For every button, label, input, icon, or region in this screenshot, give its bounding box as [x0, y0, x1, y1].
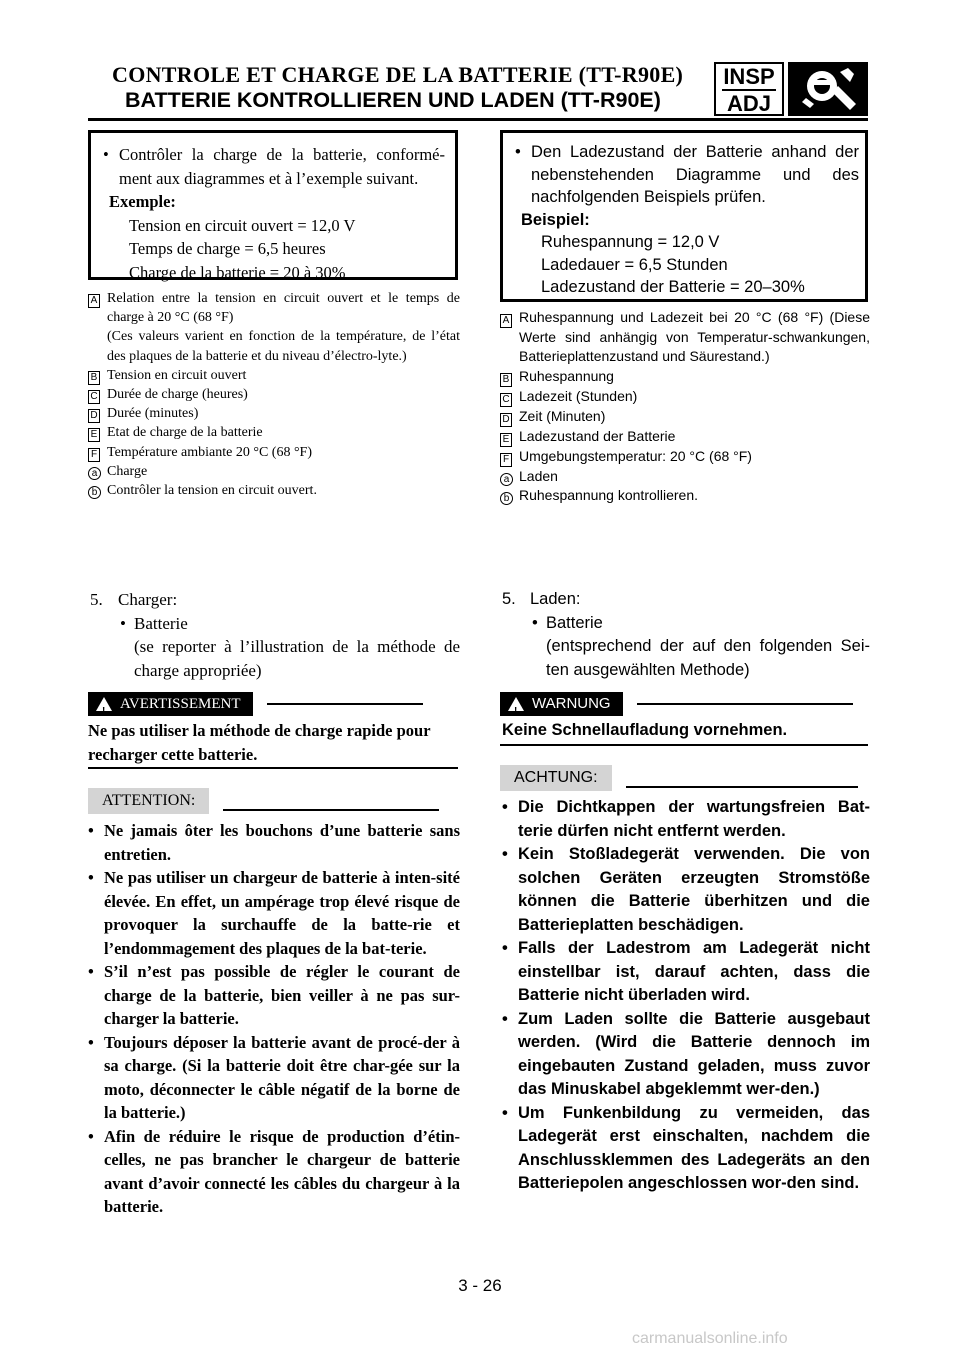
insp-adj-badge [714, 62, 784, 116]
legend-item [88, 404, 460, 423]
warning-label: AVERTISSEMENT [120, 696, 241, 712]
legend-key: a [500, 473, 513, 486]
fr-example-line: Charge de la batterie = 20 à 30% [129, 262, 346, 282]
list-item-text: Kein Stoßladegerät verwenden. Die von solchen Geräten erzeugten Stromstöße können die Batterie überhitzen und die Batterieplatten beschädigen. [518, 845, 870, 934]
step-title: Charger: [118, 590, 178, 609]
list-item: • Kein Stoßladegerät verwenden. Die von solchen Geräten erzeugten Stromstöße können die Batterie überhitzen und die Batterieplatten beschädigen. [502, 843, 870, 937]
legend-item [500, 447, 870, 467]
fr-example-line: Temps de charge = 6,5 heures [129, 239, 326, 258]
step-item: Batterie [134, 613, 188, 633]
legend-key: b [88, 486, 101, 499]
list-item: • Zum Laden sollte die Batterie ausgebaut werden. (Wird die Batterie dennoch im eingebauten Zustand geladen, muss zuvor das Minuskabel abgeklemmt wer-den.) [502, 1008, 870, 1102]
list-item: • Afin de réduire le risque de production d’étin-celles, ne pas brancher le chargeur de batterie avant d’avoir connecté les câbles du chargeur à la batterie. [88, 1125, 460, 1219]
legend-text: Ladezeit (Stunden) [519, 387, 638, 404]
step-number: 5. [90, 590, 103, 609]
list-item-text: S’il n’est pas possible de régler le courant de charge de la batterie, bien veiller à ne pas sur-charger la batterie. [104, 962, 460, 1028]
legend-item [88, 385, 460, 404]
legend-key: F [88, 448, 100, 462]
fr-warning-header [88, 692, 458, 716]
header-rule [88, 118, 868, 121]
legend-key: D [88, 409, 100, 423]
legend-text: Température ambiante 20 °C (68 °F) [107, 444, 312, 460]
legend-key: C [500, 393, 512, 407]
warning-badge [88, 692, 253, 716]
legend-key: F [500, 453, 512, 467]
legend-item [88, 366, 460, 385]
legend-item [88, 327, 460, 365]
de-box-bullet: • Den Ladezustand der Batterie anhand der nebenstehenden Diagramme und des nachfolgenden Beispiels prüfen. [515, 141, 859, 209]
list-item-text: Toujours déposer la batterie avant de procé-der à sa charge. (Si la batterie doit être char-gée sur la moto, déconnecter le câble négatif de la borne de la batterie.) [104, 1032, 460, 1122]
legend-text: Zeit (Minuten) [519, 407, 606, 424]
list-item: • S’il n’est pas possible de régler le courant de charge de la batterie, bien veiller à ne pas sur-charger la batterie. [88, 960, 460, 1031]
legend-text: Durée (minutes) [107, 406, 199, 422]
page-title-de: BATTERIE KONTROLLIEREN UND LADEN (TT-R90E) [125, 88, 661, 112]
legend-text: Tension en circuit ouvert [107, 367, 247, 383]
legend-key: A [500, 314, 512, 328]
legend-text: Ladezustand der Batterie [519, 427, 676, 444]
list-item: • Um Funkenbildung zu vermeiden, das Ladegerät erst einschalten, nachdem die Anschlussklemmen des Ladegeräts an den Batteriepolen angeschlossen wor-den sind. [502, 1102, 870, 1196]
legend-key: C [88, 390, 100, 404]
step-note: (se reporter à l’illustration de la méthode de charge appropriée) [134, 637, 460, 680]
de-warning-bottom-rule [500, 744, 868, 746]
page-title-fr: CONTROLE ET CHARGE DE LA BATTERIE (TT-R90E) [112, 62, 684, 87]
legend-item [500, 467, 870, 487]
warning-triangle-icon: ! [508, 697, 524, 711]
de-check-box [500, 130, 868, 302]
legend-item [500, 367, 870, 387]
de-example-line: Ladezustand der Batterie = 20–30% [541, 278, 805, 296]
de-example-line: Ladedauer = 6,5 Stunden [541, 255, 728, 274]
legend-text: Laden [519, 467, 558, 484]
fr-check-box [88, 130, 458, 280]
watermark: carmanualsonline.info [632, 1330, 788, 1347]
warning-rule [637, 703, 853, 705]
legend-key: E [88, 428, 100, 442]
warning-triangle-icon: ! [96, 697, 112, 711]
list-item: • Toujours déposer la batterie avant de procé-der à sa charge. (Si la batterie doit être char-gée sur la moto, déconnecter le câble négatif de la borne de la batterie.) [88, 1031, 460, 1125]
warning-rule [267, 703, 423, 705]
de-attention-header [500, 765, 868, 791]
legend-item [88, 443, 460, 462]
legend-item [500, 486, 870, 506]
list-item-text: Ne pas utiliser un chargeur de batterie à inten-sité élevée. En effet, un ampérage trop élevé risque de provoquer la surchauffe de la batte-rie et l’endommagement des plaques de la bat-terie. [104, 868, 460, 958]
list-item-text: Afin de réduire le risque de production d’étin-celles, ne pas brancher le chargeur de batterie avant d’avoir connecté les câbles du chargeur à la batterie. [104, 1126, 460, 1216]
list-item: • Ne pas utiliser un chargeur de batterie à inten-sité élevée. En effet, un ampérage trop élevé risque de provoquer la surchauffe de la batte-rie et l’endommagement des plaques de la bat-terie. [88, 866, 460, 960]
legend-key: b [500, 492, 513, 505]
legend-text: Ruhespannung kontrollieren. [519, 487, 699, 503]
legend-key: B [88, 371, 100, 385]
step-number: 5. [502, 590, 516, 608]
legend-key: a [88, 467, 101, 480]
de-warning-text: Keine Schnellaufladung vornehmen. [502, 721, 788, 739]
attention-label: ACHTUNG: [500, 765, 612, 791]
list-item-text: Zum Laden sollte die Batterie ausgebaut werden. (Wird die Batterie dennoch im eingebauten Zustand geladen, muss zuvor das Minuskabel abgeklemmt wer-den.) [518, 1009, 870, 1098]
attention-rule [223, 809, 439, 811]
fr-warning-text: Ne pas utiliser la méthode de charge rapide pour recharger cette batterie. [88, 721, 431, 764]
legend-text: Ruhespannung und Ladezeit bei 20 °C (68 °F) (Diese Werte sind anhängig von Temperatur-schwankungen, Batterieplattenzustand und Säurestand.) [519, 309, 870, 364]
legend-item [500, 308, 870, 367]
fr-legend [88, 289, 460, 500]
step-item: Batterie [546, 613, 603, 632]
list-item: • Falls der Ladestrom am Ladegerät nicht einstellbar ist, darauf achten, dass die Batterie nicht überladen wird. [502, 937, 870, 1008]
de-example-label: Beispiel: [521, 210, 590, 229]
legend-item [88, 423, 460, 442]
step-title: Laden: [530, 590, 581, 608]
legend-key: E [500, 433, 512, 447]
legend-text: Etat de charge de la batterie [107, 425, 263, 441]
attention-label: ATTENTION: [88, 788, 209, 814]
list-item-text: Falls der Ladestrom am Ladegerät nicht einstellbar ist, darauf achten, dass die Batterie nicht überladen wird. [518, 939, 870, 1004]
badge-line-1: INSP [723, 64, 775, 89]
de-example-line: Ruhespannung = 12,0 V [541, 233, 720, 251]
list-item: • Ne jamais ôter les bouchons d’une batterie sans entretien. [88, 819, 460, 866]
list-item-text: Um Funkenbildung zu vermeiden, das Ladegerät erst einschalten, nachdem die Anschlussklemmen des Ladegeräts an den Batteriepolen angeschlossen wor-den sind. [518, 1103, 870, 1192]
attention-rule [626, 786, 858, 788]
list-item: • Die Dichtkappen der wartungsfreien Bat-terie dürfen nicht entfernt werden. [502, 796, 870, 843]
fr-example-line: Tension en circuit ouvert = 12,0 V [129, 215, 356, 235]
warning-badge [500, 692, 623, 716]
fr-box-bullet: • Contrôler la charge de la batterie, conformé-ment aux diagrammes et à l’exemple suivant. [103, 143, 445, 190]
legend-key: D [500, 413, 512, 427]
legend-text: (Ces valeurs varient en fonction de la température, de l’état des plaques de la batterie et du niveau d’électro-lyte.) [107, 329, 460, 364]
de-box-bullet-text: Den Ladezustand der Batterie anhand der nebenstehenden Diagramme und des nachfolgenden Beispiels prüfen. [531, 143, 859, 206]
badge-line-2: ADJ [726, 91, 771, 116]
step-note: (entsprechend der auf den folgenden Sei-ten ausgewählten Methode) [546, 637, 870, 679]
legend-text: Relation entre la tension en circuit ouvert et le temps de charge à 20 °C (68 °F) [107, 291, 460, 326]
legend-text: Charge [107, 463, 148, 479]
legend-item [500, 427, 870, 447]
de-step-5: 5. Laden: • Batterie (entsprechend der auf den folgenden Sei-ten ausgewählten Methode) [502, 588, 870, 682]
list-item-text: Die Dichtkappen der wartungsfreien Bat-terie dürfen nicht entfernt werden. [518, 798, 870, 840]
legend-text: Contrôler la tension en circuit ouvert. [107, 483, 317, 499]
legend-text: Umgebungstemperatur: 20 °C (68 °F) [519, 447, 752, 464]
legend-item [88, 462, 460, 481]
legend-item [500, 387, 870, 407]
legend-text: Ruhespannung [519, 367, 614, 384]
de-legend [500, 308, 870, 506]
legend-text: Durée de charge (heures) [107, 387, 248, 403]
fr-step-5: 5. Charger: • Batterie (se reporter à l’illustration de la méthode de charge appropriée) [90, 588, 460, 682]
page-number: 3 - 26 [458, 1276, 502, 1295]
fr-example-label: Exemple: [109, 192, 176, 211]
de-warning-header [500, 692, 868, 716]
fr-box-bullet-text: Contrôler la charge de la batterie, conformé-ment aux diagrammes et à l’exemple suivant. [119, 145, 445, 188]
fr-attention-header [88, 788, 458, 814]
legend-key: A [88, 294, 100, 308]
wrench-icon [788, 62, 868, 116]
legend-item [88, 481, 460, 500]
legend-item [88, 289, 460, 327]
warning-label: WARNUNG [532, 695, 611, 712]
list-item-text: Ne jamais ôter les bouchons d’une batterie sans entretien. [104, 821, 460, 864]
de-attention-list [502, 796, 870, 1196]
legend-key: B [500, 373, 512, 387]
fr-attention-list [88, 819, 460, 1219]
legend-item [500, 407, 870, 427]
fr-warning-bottom-rule [88, 767, 458, 769]
